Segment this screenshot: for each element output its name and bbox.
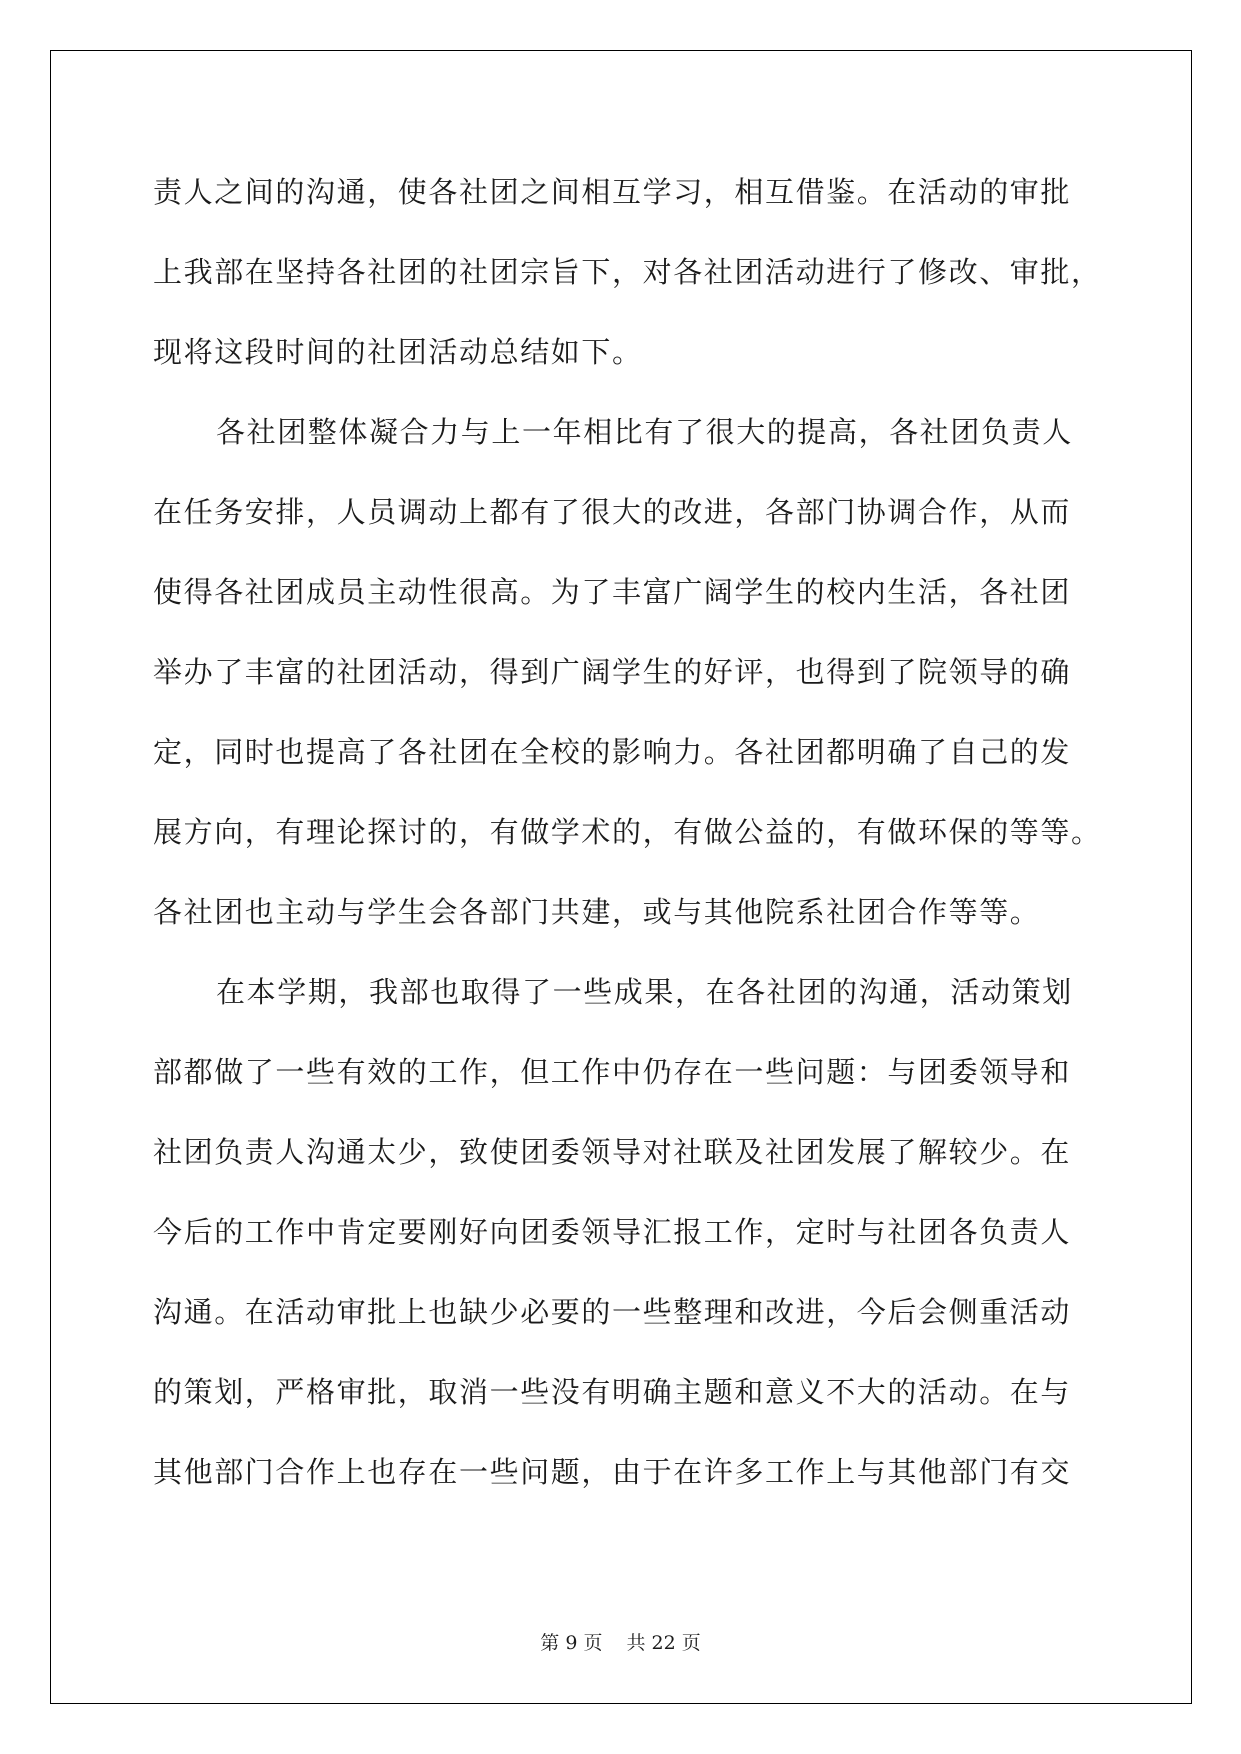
text-line: 今后的工作中肯定要刚好向团委领导汇报工作，定时与社团各负责人 xyxy=(153,1215,1072,1249)
total-page-count: 共 22 页 xyxy=(626,1632,701,1654)
text-line: 定，同时也提高了各社团在全校的影响力。各社团都明确了自己的发 xyxy=(153,735,1072,769)
text-line: 展方向，有理论探讨的，有做学术的，有做公益的，有做环保的等等。 xyxy=(153,815,1102,849)
text-line: 上我部在坚持各社团的社团宗旨下，对各社团活动进行了修改、审批， xyxy=(153,255,1102,289)
text-line: 在任务安排，人员调动上都有了很大的改进，各部门协调合作，从而 xyxy=(153,495,1072,529)
text-line: 各社团也主动与学生会各部门共建，或与其他院系社团合作等等。 xyxy=(153,895,1041,929)
text-line: 社团负责人沟通太少，致使团委领导对社联及社团发展了解较少。在 xyxy=(153,1135,1072,1169)
page-footer xyxy=(0,1628,1241,1655)
current-page-number: 第 9 页 xyxy=(540,1632,603,1654)
text-line: 其他部门合作上也存在一些问题，由于在许多工作上与其他部门有交 xyxy=(153,1455,1072,1489)
text-line: 责人之间的沟通，使各社团之间相互学习，相互借鉴。在活动的审批 xyxy=(153,175,1072,209)
paragraph-first-line: 各社团整体凝合力与上一年相比有了很大的提高，各社团负责人 xyxy=(216,415,1073,449)
text-line: 的策划，严格审批，取消一些没有明确主题和意义不大的活动。在与 xyxy=(153,1375,1072,1409)
paragraph-first-line: 在本学期，我部也取得了一些成果，在各社团的沟通，活动策划 xyxy=(216,975,1073,1009)
text-line: 举办了丰富的社团活动，得到广阔学生的好评，也得到了院领导的确 xyxy=(153,655,1072,689)
text-line: 现将这段时间的社团活动总结如下。 xyxy=(153,335,643,369)
text-line: 部都做了一些有效的工作，但工作中仍存在一些问题：与团委领导和 xyxy=(153,1055,1072,1089)
text-line: 沟通。在活动审批上也缺少必要的一些整理和改进，今后会侧重活动 xyxy=(153,1295,1072,1329)
text-line: 使得各社团成员主动性很高。为了丰富广阔学生的校内生活，各社团 xyxy=(153,575,1072,609)
